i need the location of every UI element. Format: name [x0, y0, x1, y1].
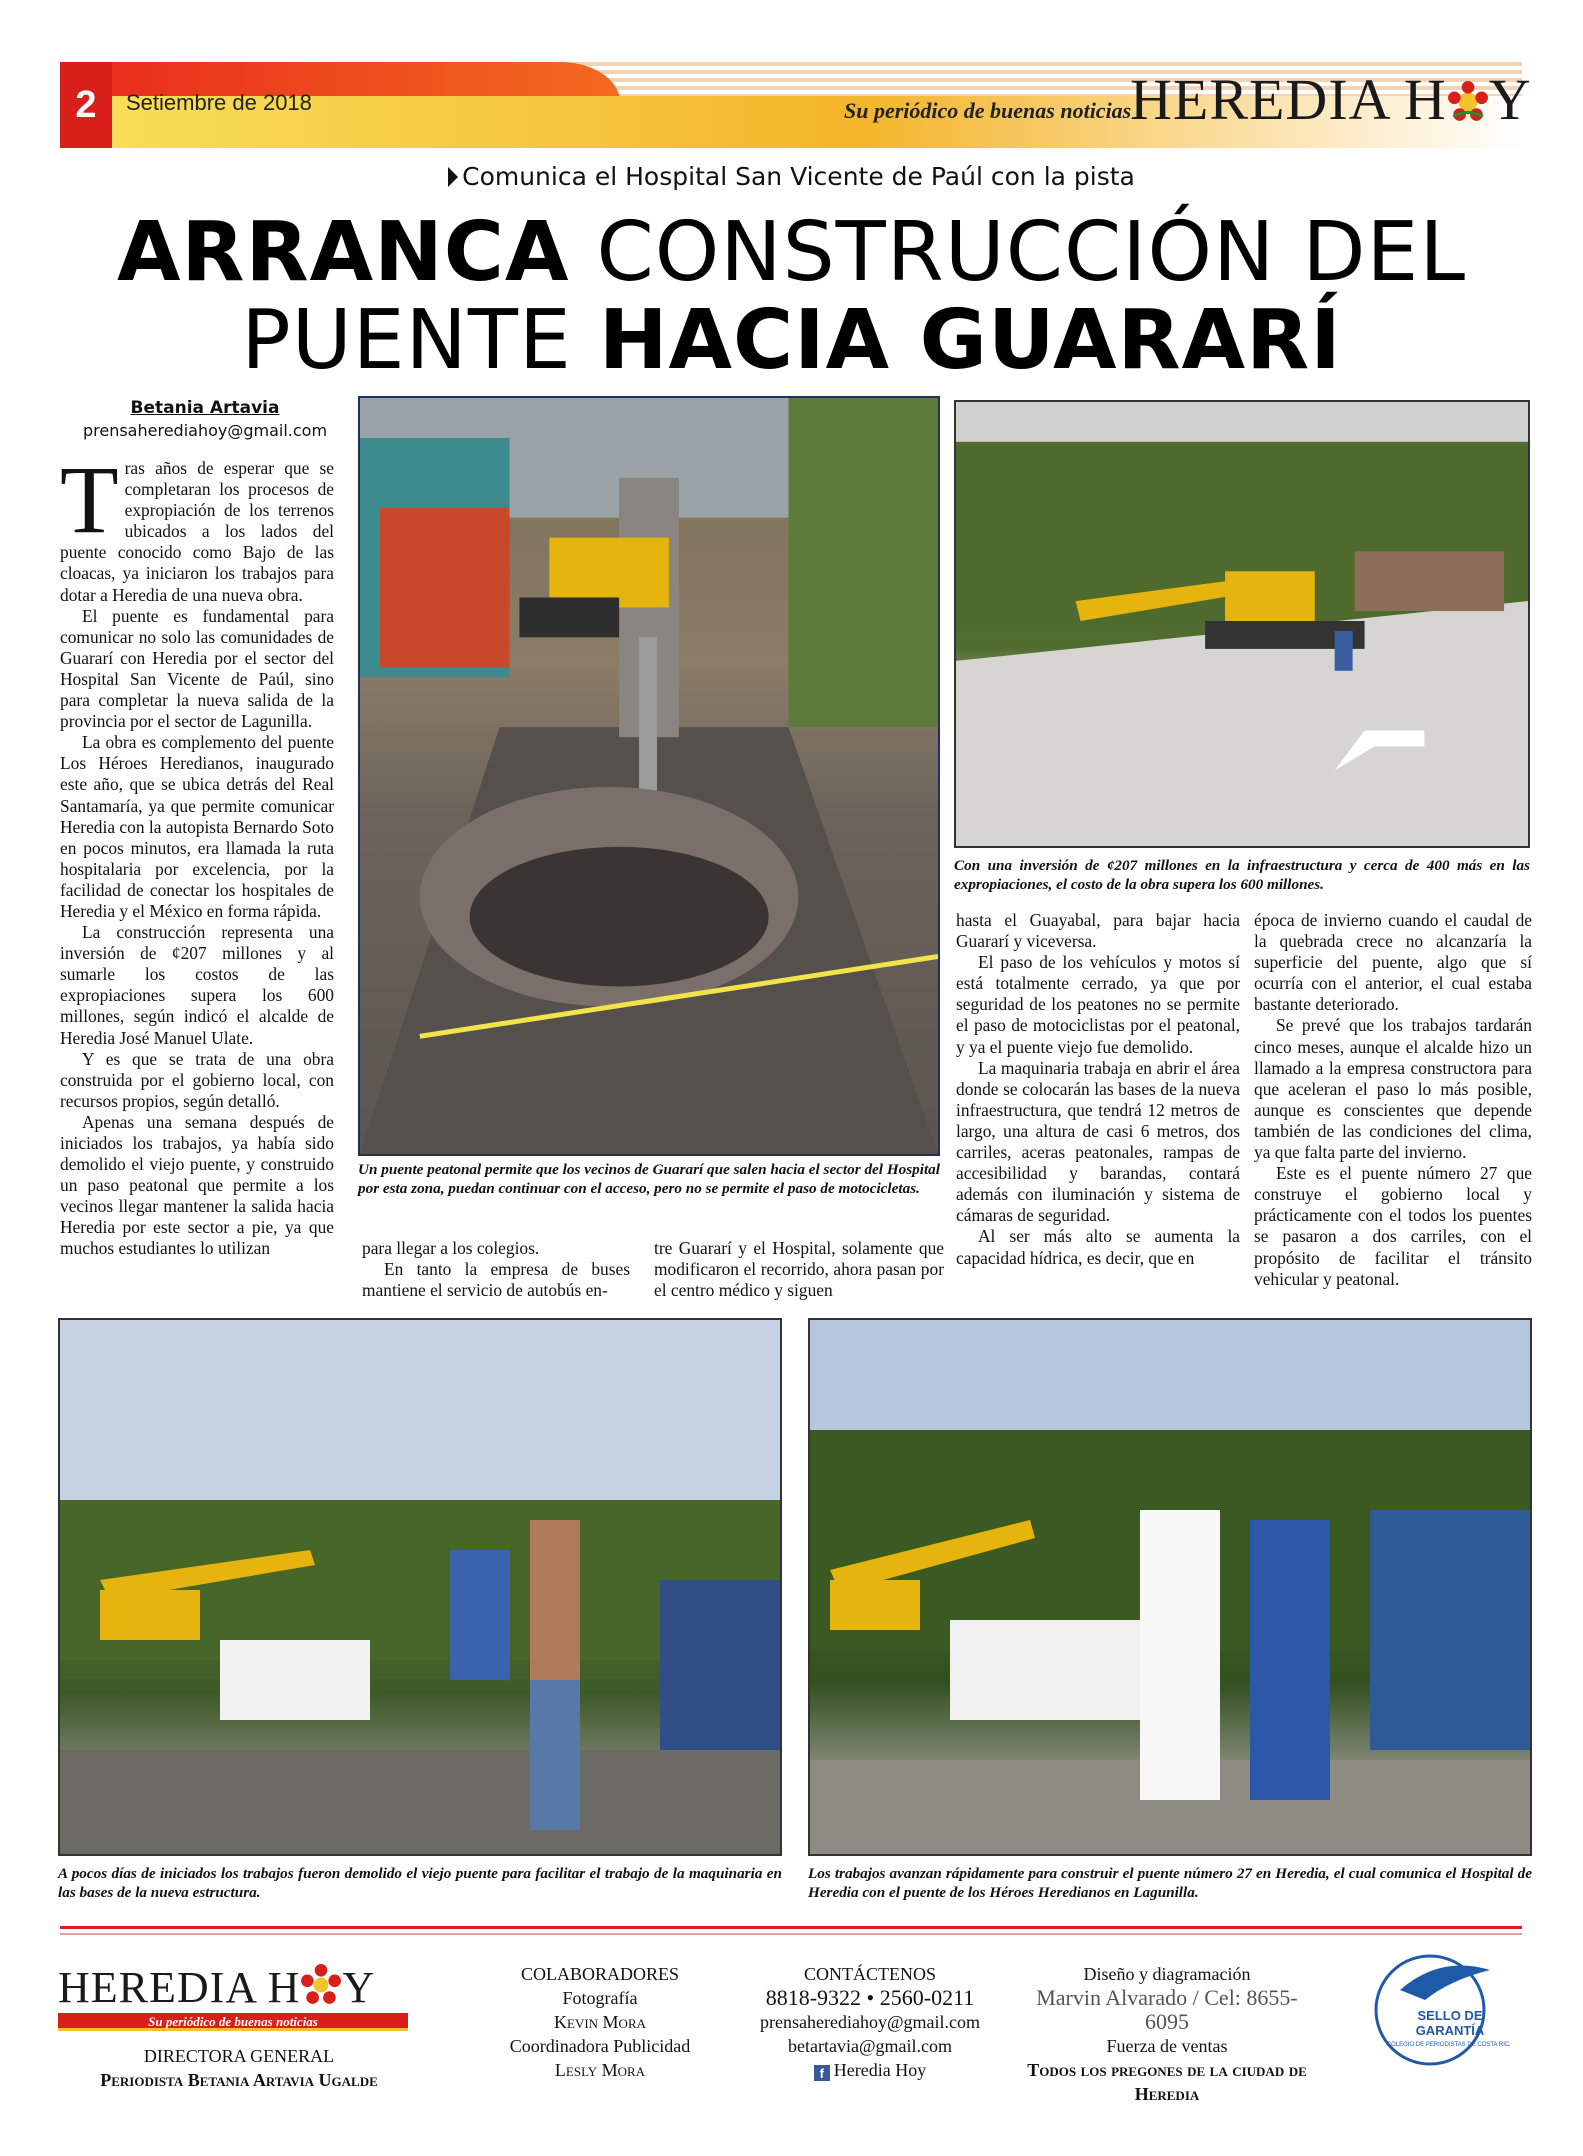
- footer-director: [58, 2044, 420, 2092]
- seal-line-3: COLEGIO DE PERIODISTAS DE COSTA RICA: [1386, 2042, 1510, 2048]
- flower-logo-icon: [1447, 81, 1489, 123]
- sales-label: Fuerza de ventas: [1106, 2036, 1228, 2056]
- footer-logo: [58, 1962, 428, 2031]
- footer-logo-text-b: Y: [342, 1963, 376, 2012]
- seal-line-1: SELLO DE: [1417, 2008, 1483, 2023]
- paragraph: El paso de los vehículos y motos sí está totalmente cerrado, ya que por seguridad de los peatones no se permite el paso de motociclistas por el peatonal, y ya el puente viejo fue demolido.: [956, 952, 1240, 1057]
- paragraph: La maquinaria trabaja en abrir el área donde se colocarán las bases de la nueva infraestructura, que tendrá 12 metros de largo, una altura de casi 6 metros, dos carriles, aceras peatonales, rampas de accesibilidad y barandas, contará además con iluminación y sistema de cámaras de seguridad.: [956, 1057, 1240, 1226]
- footer-contact: [740, 1962, 1000, 2082]
- contact-email-1[interactable]: prensaherediahoy@gmail.com: [760, 2012, 980, 2032]
- masthead-logo: [1130, 66, 1532, 133]
- paragraph: En tanto la empresa de buses mantiene el servicio de autobús en-: [362, 1259, 630, 1301]
- photo-caption: A pocos días de iniciados los trabajos fueron demolido el viejo puente para facilitar el trabajo de la maquinaria en las bases de la nueva estructura.: [58, 1865, 782, 1901]
- article-column-2: [362, 1238, 630, 1301]
- paragraph: Al ser más alto se aumenta la capacidad hídrica, es decir, que en: [956, 1226, 1240, 1268]
- footer-logo-tagline: Su periódico de buenas noticias: [58, 2013, 408, 2031]
- photo-caption: Con una inversión de ¢207 millones en la infraestructura y cerca de 400 más en las expropiaciones, el costo de la obra supera los 600 millones.: [954, 857, 1530, 893]
- byline-email[interactable]: prensaherediahoy@gmail.com: [82, 421, 328, 440]
- paragraph: Apenas una semana después de iniciados los trabajos, ya había sido demolido el viejo puente, y construido un paso peatonal que permite a los vecinos llegar mantener la salida hacia Heredia por este sector a pie, ya que muchos estudiantes lo utilizan: [60, 1111, 334, 1259]
- article-column-4: [956, 910, 1240, 1269]
- photo-officials-at-site: [808, 1318, 1532, 1856]
- contact-phones: 8818-9322 • 2560-0211: [765, 1985, 975, 2010]
- paragraph: La construcción representa una inversión de ¢207 millones y al sumarle los costos de las expropiaciones supera los 600 millones, según indicó el alcalde de Heredia José Manuel Ulate.: [60, 922, 334, 1048]
- paragraph: La obra es complemento del puente Los Héroes Heredianos, inaugurado este año, que se ubica detrás del Real Santamaría, ya que permite comunicar Heredia con la autopista Bernardo Soto en pocos minutos, era llamada la ruta hospitalaria por excelencia, por la facilidad de conectar los hospitales de Heredia y el México en forma rápida.: [60, 732, 334, 921]
- design-name: Marvin Alvarado / Cel: 8655-6095: [1036, 1985, 1298, 2034]
- photo-caption: Un puente peatonal permite que los vecinos de Guararí que salen hacia el sector del Hospital por esta zona, puedan continuar con el acceso, pero no se permite el paso de motocicletas.: [358, 1161, 940, 1197]
- kicker-text: Comunica el Hospital San Vicente de Paúl con la pista: [462, 162, 1135, 191]
- headline-light-1: CONSTRUCCIÓN DEL: [569, 205, 1467, 300]
- article-column-1: [60, 446, 334, 1260]
- paragraph: Este es el puente número 27 que construye el gobierno local y prácticamente con el todos los puentes se pasaron a dos carriles, con el propósito de facilitar el tránsito vehicular y peatonal.: [1254, 1163, 1532, 1289]
- article-column-3: [654, 1238, 944, 1301]
- footer-design: [1022, 1962, 1312, 2106]
- paragraph: tre Guararí y el Hospital, solamente que modificaron el recorrido, ahora pasan por el centro médico y siguen: [654, 1238, 944, 1301]
- photo-caption: Los trabajos avanzan rápidamente para construir el puente número 27 en Heredia, el cual comunica el Hospital de Heredia con el puente de los Héroes Heredianos en Lagunilla.: [808, 1865, 1532, 1901]
- page-number: 2: [60, 62, 112, 148]
- article-column-5: [1254, 910, 1532, 1290]
- byline-author: Betania Artavia: [130, 398, 280, 418]
- headline-light-2: PUENTE: [241, 293, 599, 388]
- photo-hyundai-excavator: [954, 400, 1530, 848]
- coord-name: Lesly Mora: [554, 2060, 646, 2080]
- drop-cap: T: [60, 446, 119, 553]
- issue-date: Setiembre de 2018: [126, 90, 312, 115]
- masthead-text-b: Y: [1488, 67, 1532, 132]
- paragraph: El puente es fundamental para comunicar no solo las comunidades de Guararí con Heredia por el sector del Hospital San Vicente de Paúl, sino para completar la nueva salida de la provincia por el sector de Lagunilla.: [60, 605, 334, 732]
- paragraph: Se prevé que los trabajos tardarán cinco meses, aunque el alcalde hizo un llamado a la empresa constructora para que aceleran el paso lo más posible, aunque es conscientes que depende también de las condiciones del clima, ya que falta parte del invierno.: [1254, 1015, 1532, 1163]
- design-label: Diseño y diagramación: [1083, 1964, 1251, 1984]
- footer-rule: [60, 1933, 1522, 1935]
- footer-collaborators: [470, 1962, 730, 2082]
- paragraph: época de invierno cuando el caudal de la quebrada crece no alcanzaría la superficie del puente, algo que sí ocurría con el anterior, el cual estaba bastante deteriorado.: [1254, 910, 1532, 1015]
- photo-workers-pointing: [58, 1318, 782, 1856]
- footer-rule: [60, 1926, 1522, 1929]
- paragraph: hasta el Guayabal, para bajar hacia Guararí y viceversa.: [956, 910, 1240, 952]
- paragraph: para llegar a los colegios.: [362, 1238, 540, 1258]
- headline-line-2: [0, 293, 1583, 388]
- contact-email-2[interactable]: betartavia@gmail.com: [787, 2036, 952, 2056]
- facebook-icon: f: [814, 2065, 830, 2081]
- triangle-bullet-icon: [448, 167, 458, 187]
- coord-label: Coordinadora Publicidad: [509, 2036, 691, 2056]
- facebook-link[interactable]: [740, 2058, 1000, 2082]
- collaborators-title: COLABORADORES: [520, 1964, 680, 1984]
- headline-line-1: [0, 205, 1583, 300]
- paragraph: Y es que se trata de una obra construida por el gobierno local, con recursos propios, según detalló.: [60, 1048, 334, 1111]
- footer-logo-text-a: HEREDIA H: [58, 1963, 301, 2012]
- photo-demolition-excavator: [358, 396, 940, 1156]
- photo-label: Fotografía: [562, 1988, 638, 2008]
- masthead-tagline: Su periódico de buenas noticias: [844, 98, 1132, 123]
- flower-logo-icon: [300, 1964, 342, 2006]
- facebook-label: Heredia Hoy: [833, 2060, 927, 2080]
- seal-icon: [1370, 1950, 1510, 2070]
- headline-bold-2: HACIA GUARARÍ: [598, 293, 1342, 388]
- seal-line-2: GARANTÍA: [1415, 2023, 1485, 2038]
- headline-bold-1: ARRANCA: [116, 205, 570, 300]
- contact-title: CONTÁCTENOS: [803, 1964, 936, 1984]
- photo-name: Kevin Mora: [554, 2012, 646, 2032]
- kicker: [0, 162, 1583, 191]
- guarantee-seal: [1370, 1950, 1510, 2070]
- director-title: DIRECTORA GENERAL: [143, 2046, 335, 2066]
- masthead-text-a: HEREDIA H: [1130, 67, 1447, 132]
- director-name: Periodista Betania Artavia Ugalde: [100, 2070, 378, 2090]
- sales-name: Todos los pregones de la ciudad de Heredia: [1027, 2060, 1307, 2104]
- paragraph: ras años de esperar que se completaran los procesos de expropiación de los terrenos ubicados a los lados del puente conocido como Bajo de las cloacas, ya iniciaron los trabajos para dotar a Heredia de una nueva obra.: [60, 458, 334, 605]
